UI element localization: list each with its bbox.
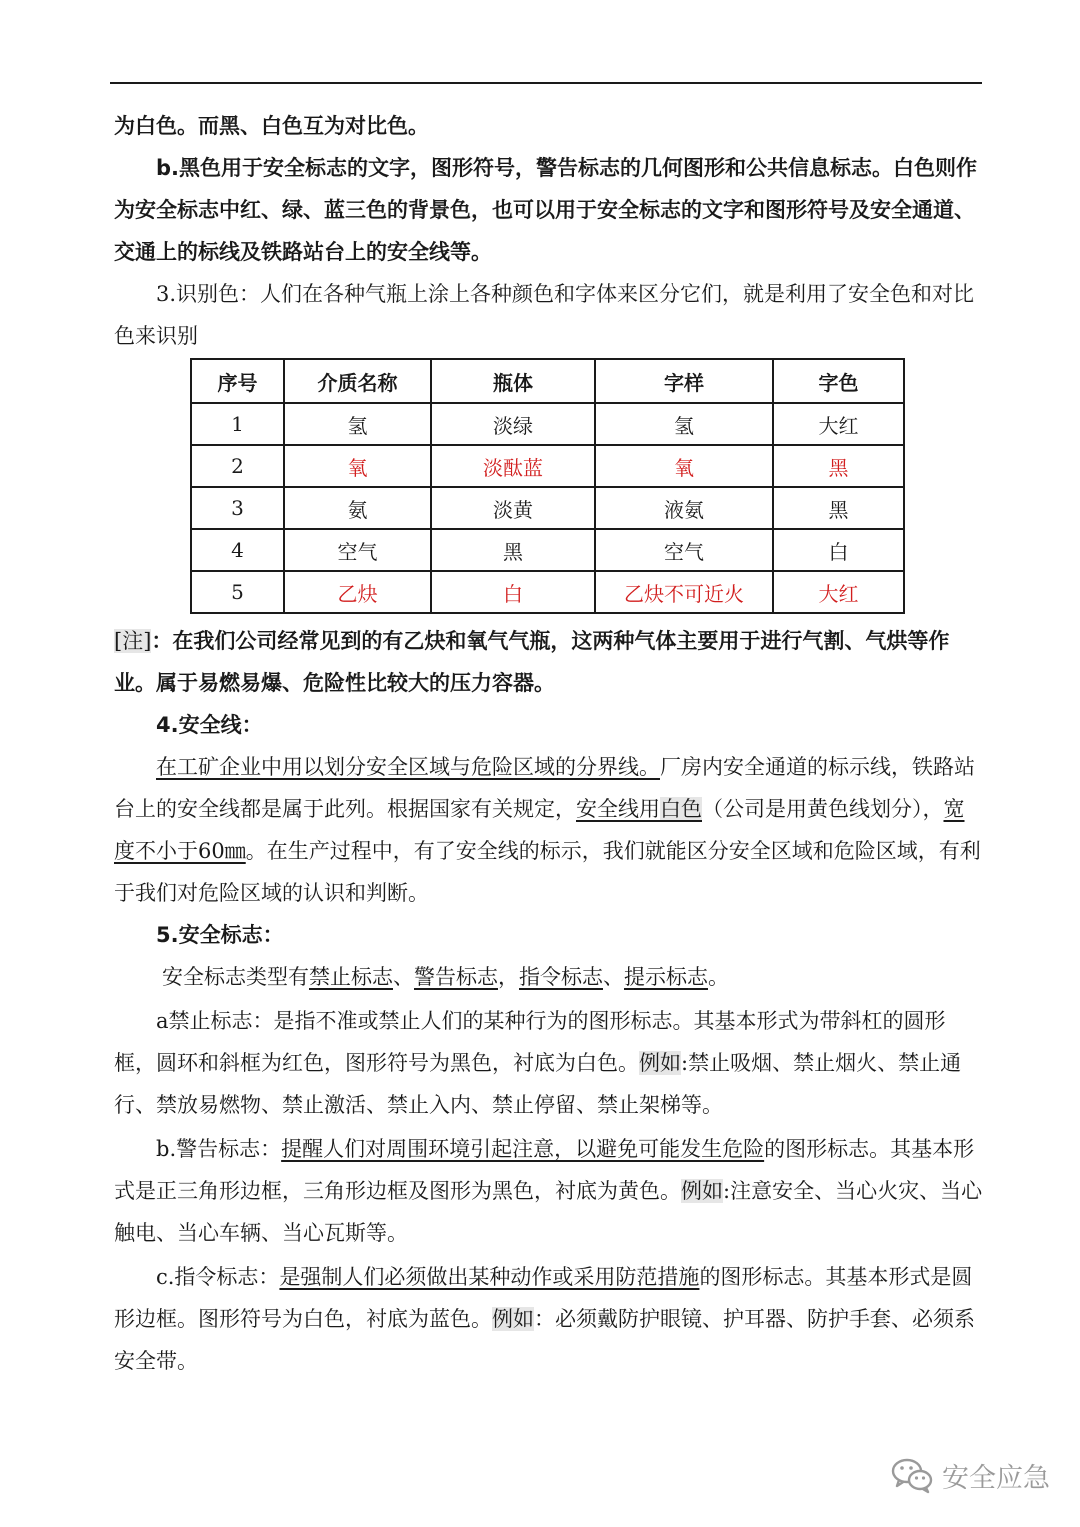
mandatory-sign-purpose: 是强制人们必须做出某种动作或采用防范措施 [279,1265,700,1289]
safety-line-width: 宽度不小于60㎜ [114,797,965,863]
warning-sign-purpose: 提醒人们对周围环境引起注意，以避免可能发生危险 [281,1137,765,1161]
text-span: b.警告标志： [156,1137,282,1161]
sign-type-mandatory: 指令标志 [519,965,603,989]
table-row [191,529,904,571]
text-span: 。在生产过程中，有了安全线的标示，我们就能区分安全区域和危险区域，有利于我们对危险区域的认识和判断。 [114,839,981,905]
header-body: 瓶体 [431,359,595,403]
wechat-icon [890,1456,934,1494]
gas-cylinder-color-table [190,358,905,614]
header-lettering: 字样 [595,359,773,403]
table-cell: 淡黄 [431,487,595,529]
safety-line-color: 安全线用 [576,797,660,821]
text-span: :禁止吸烟、禁止烟火、禁止通行、禁放易燃物、禁止激活、禁止入内、禁止停留、禁止架梯等。 [114,1051,962,1117]
table-row [191,487,904,529]
sign-type-information: 提示标志 [624,965,708,989]
text-span: 厂房内安全通道的标示线，铁路站台上的安全线都是属于此列。根据国家有关规定， [114,755,975,821]
paragraph-safety-line [114,746,984,914]
watermark-text: 安全应急 [942,1462,1050,1494]
paragraph-prohibition-sign [114,1000,984,1126]
header-letter-color: 字色 [773,359,904,403]
text-span: 、 [603,965,624,989]
table-header-row [191,359,904,403]
watermark [890,1450,1050,1500]
header-rule [110,82,982,84]
table-cell: 3 [191,487,284,529]
note-text: ：在我们公司经常见到的有乙炔和氧气气瓶，这两种气体主要用于进行气割、气烘等作业。属于易燃易爆、危险性比较大的压力容器。 [114,629,950,695]
table-cell: 氧 [284,445,431,487]
paragraph-continuation: 为白色。而黑、白色互为对比色。 [114,114,429,138]
example-label: 例如 [639,1051,681,1075]
paragraph-sign-types [114,956,984,998]
table-cell: 4 [191,529,284,571]
text-span: 、 [393,965,414,989]
table-cell: 黑 [773,445,904,487]
text-span: 的图形标志。其基本形式是圆形边框。图形符号为白色，衬底为蓝色。 [114,1265,973,1331]
paragraph-mandatory-sign [114,1256,984,1382]
table-cell: 氢 [595,403,773,445]
table-cell: 淡绿 [431,403,595,445]
example-label: 例如 [681,1179,723,1203]
header-medium: 介质名称 [284,359,431,403]
table-cell: 空气 [595,529,773,571]
table-cell: 2 [191,445,284,487]
paragraph-warning-sign [114,1128,984,1254]
table-cell: 白 [431,571,595,613]
safety-line-color-value: 白色 [660,797,702,821]
sign-type-warning: 警告标志 [414,965,498,989]
text-span: 的图形标志。其基本形式是正三角形边框，三角形边框及图形为黑色，衬底为黄色。 [114,1137,975,1203]
table-cell: 淡酞蓝 [431,445,595,487]
text-span: a禁止标志：是指不准或禁止人们的某种行为的图形标志。其基本形式为带斜杠的圆形框，圆环和斜框为红色，图形符号为黑色，衬底为白色。 [114,1009,946,1075]
table-cell: 大红 [773,571,904,613]
table-cell: 氧 [595,445,773,487]
text-span: （公司是用黄色线划分）， [702,797,944,821]
note-label: [注] [114,629,152,653]
paragraph-black-white: b.黑色用于安全标志的文字，图形符号，警告标志的几何图形和公共信息标志。白色则作为安全标志中红、绿、蓝三色的背景色，也可以用于安全标志的文字和图形符号及安全通道、交通上的标线及铁路站台上的安全线等。 [114,156,978,264]
text-span: :注意安全、当心火灾、当心触电、当心车辆、当心瓦斯等。 [114,1179,983,1245]
heading-safety-signs: 5.安全标志： [156,923,284,947]
table-cell: 液氨 [595,487,773,529]
table-row [191,445,904,487]
table-cell: 乙炔不可近火 [595,571,773,613]
header-no: 序号 [191,359,284,403]
text-span: ， [498,965,519,989]
table-row [191,571,904,613]
table-cell: 白 [773,529,904,571]
table-note [114,620,984,704]
paragraph-identification-color: 3.识别色：人们在各种气瓶上涂上各种颜色和字体来区分它们，就是利用了安全色和对比色来识别 [114,282,975,348]
safety-line-definition: 在工矿企业中用以划分安全区域与危险区域的分界线。 [156,755,660,779]
table-cell: 5 [191,571,284,613]
table-cell: 黑 [431,529,595,571]
table-cell: 氢 [284,403,431,445]
sign-type-prohibition: 禁止标志 [309,965,393,989]
table-row [191,403,904,445]
heading-safety-line: 4.安全线： [156,713,263,737]
table-cell: 1 [191,403,284,445]
table-cell: 大红 [773,403,904,445]
text-span: ：必须戴防护眼镜、护耳器、防护手套、必须系安全带。 [114,1307,975,1373]
example-label: 例如 [492,1307,534,1331]
text-span: 。 [708,965,729,989]
table-cell: 氨 [284,487,431,529]
table-cell: 黑 [773,487,904,529]
table-cell: 空气 [284,529,431,571]
text-span: 安全标志类型有 [162,965,309,989]
table-cell: 乙炔 [284,571,431,613]
text-span: c.指令标志： [156,1265,280,1289]
